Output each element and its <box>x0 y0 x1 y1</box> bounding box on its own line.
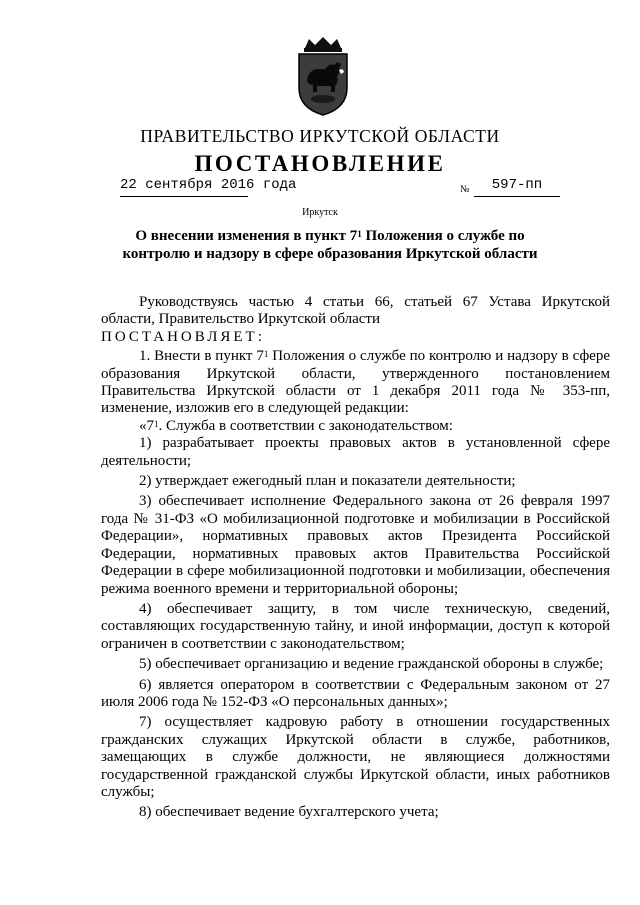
document-type: ПОСТАНОВЛЕНИЕ <box>194 151 446 176</box>
subject-superscript: 1 <box>357 229 362 239</box>
list-item: 5) обеспечивает организацию и ведение гражданской обороны в службе; <box>139 656 604 673</box>
city-name: Иркутск <box>302 207 338 218</box>
preamble-paragraph: Руководствуясь частью 4 статьи 66, статьей 67 Устава Иркутской области, Правительство Иркутской области <box>101 294 610 328</box>
number-label: № <box>460 184 470 195</box>
document-body <box>101 294 610 822</box>
item-1-superscript: 1 <box>263 349 269 360</box>
list-item: 3) обеспечивает исполнение Федерального закона от 26 февраля 1997 года № 31-ФЗ «О мобилизационной подготовке и мобилизации в Российской Федерации», нормативных правовых актов Президента Российской Федерации, нормативных правовых актов Правительства Российской Федерации в сфере мобилизационной подготовки и мобилизации, обеспечения режима военного времени и территориальной обороны; <box>101 493 610 597</box>
item-1-paragraph <box>101 348 610 418</box>
quote-text-b: . Служба в соответствии с законодательством: <box>158 417 453 434</box>
document-number: 597-пп <box>474 177 560 197</box>
item-1-text-b: Положения о службе по контролю и надзору в сфере образования Иркутской области, утвержденного постановлением Правительства Иркутской области от 1 декабря 2011 года № 353-пп, изменение, изложив его в следующей редакции: <box>101 348 610 417</box>
list-item: 7) осуществляет кадровую работу в отношении государственных гражданских служащих Иркутской области в службе, работников, замещающих в службе должности, не являющиеся должностями государственной гражданской службы Иркутской области, иных работников службы; <box>101 714 610 800</box>
quote-superscript: 1 <box>154 418 159 429</box>
document-date: 22 сентября 2016 года <box>120 177 248 197</box>
list-item: 8) обеспечивает ведение бухгалтерского учета; <box>139 804 439 821</box>
list-item: 6) является оператором в соответствии с Федеральным законом от 27 июля 2006 года № 152-ФЗ «О персональных данных»; <box>101 676 610 710</box>
decree-word: ПОСТАНОВЛЯЕТ: <box>101 328 265 345</box>
organization-name: ПРАВИТЕЛЬСТВО ИРКУТСКОЙ ОБЛАСТИ <box>140 126 500 146</box>
item-1-text-a: 1. Внести в пункт 7 <box>139 348 264 365</box>
subject-text-2: Положения о службе по контролю и надзору в сфере образования Иркутской области <box>122 228 538 262</box>
quote-text-a: «7 <box>139 417 154 434</box>
list-item: 4) обеспечивает защиту, в том числе техническую, сведений, составляющих государственную тайну, и иной информации, доступ к которой ограничен в соответствии с законодательством; <box>101 600 610 652</box>
list-item: 2) утверждает ежегодный план и показатели деятельности; <box>139 473 516 490</box>
subject-text-1: О внесении изменения в пункт 7 <box>135 228 358 244</box>
quote-paragraph <box>101 418 610 435</box>
list-item: 1) разрабатывает проекты правовых актов в установленной сфере деятельности; <box>101 435 610 469</box>
coat-of-arms-icon <box>295 36 351 116</box>
document-subject <box>100 228 560 263</box>
